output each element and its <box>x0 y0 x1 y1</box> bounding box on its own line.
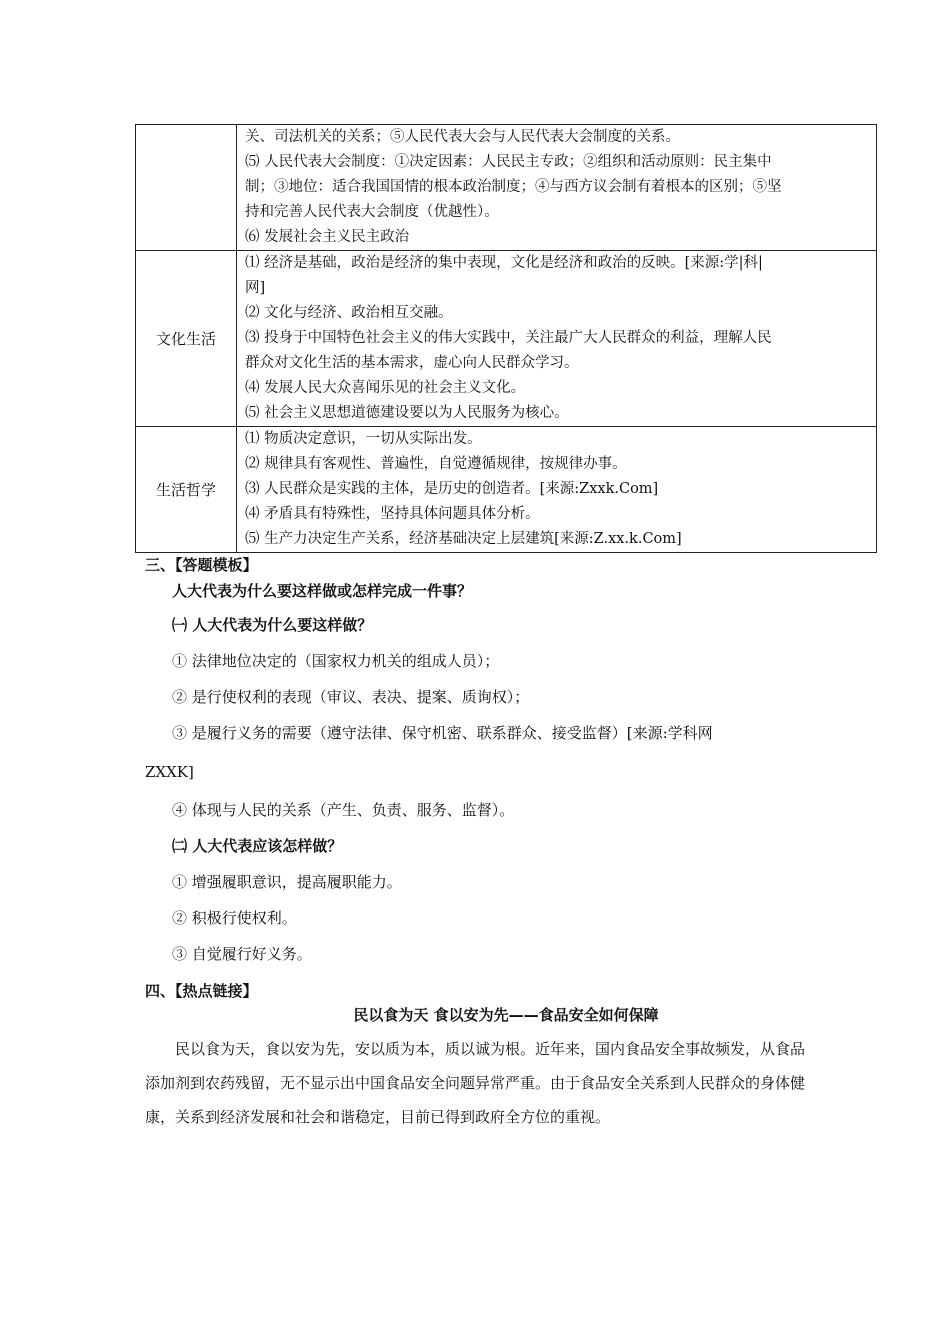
content-cell <box>237 125 877 251</box>
table-line: ⑸ 人民代表大会制度：①决定因素：人民民主专政；②组织和活动原则：民主集中 <box>245 154 772 170</box>
table-line: ⑶ 人民群众是实践的主体，是历史的创造者。[来源:Zxxk.Com] <box>245 481 659 497</box>
section-heading-answer-template: 三、【答题模板】 <box>145 556 258 574</box>
question-heading: 人大代表为什么要这样做或怎样完成一件事？ <box>172 582 473 600</box>
category-cell-philosophy: 生活哲学 <box>136 427 237 553</box>
table-line: 网] <box>245 280 266 296</box>
subsection-title: ㈡ 人大代表应该怎样做？ <box>172 837 343 855</box>
list-item: ④ 体现与人民的关系（产生、负责、服务、监督）。 <box>172 801 515 819</box>
article-paragraph: 民以食为天，食以安为先，安以质为本，质以诚为根。近年来，国内食品安全事故频发，从食品添加剂到农药残留，无不显示出中国食品安全问题异常严重。由于食品安全关系到人民群众的身体健康，关系到经济发展和社会和谐稳定，目前已得到政府全方位的重视。 <box>145 1040 806 1126</box>
content-cell <box>237 427 877 553</box>
table-line: 制；③地位：适合我国国情的根本政治制度；④与西方议会制有着根本的区别；⑤坚 <box>245 179 782 195</box>
table-line: ⑷ 发展人民大众喜闻乐见的社会主义文化。 <box>245 380 526 396</box>
category-cell-culture: 文化生活 <box>136 251 237 427</box>
table-line: ⑸ 社会主义思想道德建设要以为人民服务为核心。 <box>245 405 569 421</box>
section-heading-hot-link: 四、【热点链接】 <box>145 982 258 1000</box>
content-cell <box>237 251 877 427</box>
table-row <box>136 251 877 427</box>
list-item: ③ 自觉履行好义务。 <box>172 945 312 963</box>
table-row <box>136 427 877 553</box>
table-line: ⑴ 物质决定意识，一切从实际出发。 <box>245 431 482 447</box>
table-row <box>136 125 877 251</box>
table-line: 持和完善人民代表大会制度（优越性）。 <box>245 204 499 220</box>
list-item: ② 是行使权利的表现（审议、表决、提案、质询权）； <box>172 688 530 706</box>
table-line: ⑶ 投身于中国特色社会主义的伟大实践中，关注最广大人民群众的利益，理解人民 <box>245 330 772 346</box>
list-item: ② 积极行使权利。 <box>172 909 297 927</box>
list-item: ① 法律地位决定的（国家权力机关的组成人员）； <box>172 652 500 670</box>
table-line: ⑷ 矛盾具有特殊性，坚持具体问题具体分析。 <box>245 506 540 522</box>
table-line: ⑵ 规律具有客观性、普遍性，自觉遵循规律，按规律办事。 <box>245 456 627 472</box>
table-line: ⑵ 文化与经济、政治相互交融。 <box>245 305 453 321</box>
article-title: 民以食为天 食以安为先——食品安全如何保障 <box>353 1006 659 1024</box>
table-line: 群众对文化生活的基本需求，虚心向人民群众学习。 <box>245 355 579 371</box>
category-cell <box>136 125 237 251</box>
table-line: 关、司法机关的关系；⑤人民代表大会与人民代表大会制度的关系。 <box>245 129 680 145</box>
table-line: ⑹ 发展社会主义民主政治 <box>245 229 410 245</box>
table-line: ⑴ 经济是基础，政治是经济的集中表现，文化是经济和政治的反映。[来源:学|科| <box>245 255 763 271</box>
table-line: ⑸ 生产力决定生产关系，经济基础决定上层建筑[来源:Z.xx.k.Com] <box>245 531 682 547</box>
list-item-continuation: ZXXK] <box>145 763 194 781</box>
list-item: ③ 是履行义务的需要（遵守法律、保守机密、联系群众、接受监督）[来源:学科网 <box>172 724 713 742</box>
subsection-title: ㈠ 人大代表为什么要这样做？ <box>172 616 373 634</box>
summary-table <box>135 124 877 553</box>
list-item: ① 增强履职意识，提高履职能力。 <box>172 873 402 891</box>
